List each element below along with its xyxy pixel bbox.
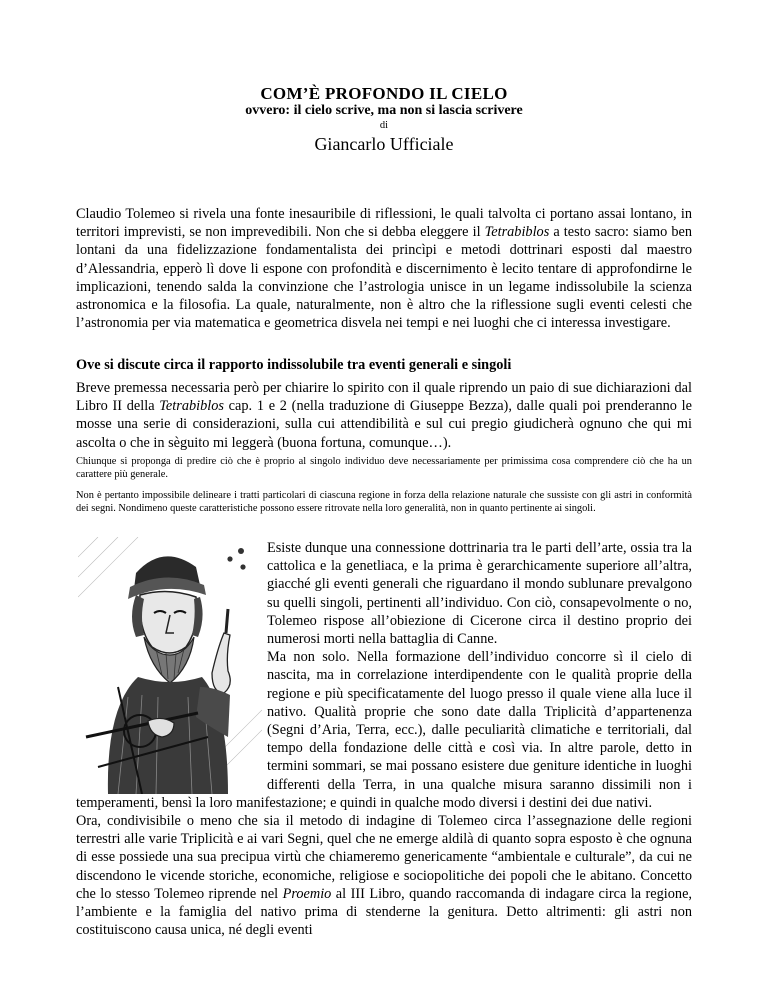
author-name: Giancarlo Ufficiale — [314, 134, 454, 154]
intro-text-2: a testo sacro: siamo ben lontani da una fidelizzazione fondamentalista dei princìpi e metodi dottrinari esposti dal maestro d’Alessandria, epperò lì dove li espone con profondità e discernimento è lecito tentare di approfondirne le implicazioni, tenendo salda la convinzione che l’astrologia unisce in un legame indissolubile la scienza astronomica e la filosofia. La quale, naturalmente, non è altro che la riflessione sugli eventi celesti che l’astronomia per via matematica e geometrica disvela nei tempi e nei luoghi che ci interessa investigare. — [76, 224, 692, 332]
document-subtitle: ovvero: il cielo scrive, ma non si lascia scrivere — [245, 103, 523, 118]
premise-text-2: cap. 1 e 2 (nella traduzione di Giuseppe Bezza), dalle quali poi prenderanno le mosse una serie di considerazioni, sulla cui attendibilità e sul cui pregio giudicherà ognuno che qui mi ascolta o che in sèguito mi leggerà (buona fortuna, comunque…). — [76, 398, 692, 451]
wrapped-text-block — [76, 539, 692, 939]
birth-sky-paragraph: Ma non solo. Nella formazione dell’individuo concorre sì il cielo di nascita, ma in correlazione interdipendente con le qualità proprie della regione e più specificatamente del luogo presso il quale viene alla luce il nativo. Qualità proprie che sono date dalla Triplicità d’appartenenza (Segni d’Aria, Terra, ecc.), dalle peculiarità climatiche e territoriali, dal tempo della fondazione delle città e così via. In altre parole, detto in termini sommari, se mai possano esistere due geniture identiche in luoghi differenti della Terra, in una qualche misura saranno dissimili non i temperamenti, bensì la loro manifestazione; e quindi in qualche modo diversi i destini dei due nativi. — [76, 649, 692, 811]
intro-paragraph — [76, 205, 692, 332]
method-text-2: al III Libro, quando raccomanda di indagare circa la regione, l’ambiente e la famiglia del nativo prima di stenderne la genitura. Detto altrimenti: gli astri non costituiscono causa unica, né degli eventi — [76, 885, 692, 939]
premise-text-1: Breve premessa necessaria però per chiarire lo spirito con il quale riprendo un paio di sue dichiarazioni dal Libro II della — [76, 380, 692, 415]
intro-text-1: Claudio Tolemeo si rivela una fonte inesauribile di riflessioni, le quali talvolta ci portano assai lontano, in territori imprevisti, se non imprevedibili. Non che si debba eleggere il — [76, 206, 692, 241]
proemio-title: Proemio — [282, 885, 332, 902]
quotation-1: Chiunque si proponga di predire ciò che è proprio al singolo individuo deve necessariamente per primissima cosa comprendere ciò che ha un carattere più generale. — [76, 456, 692, 480]
method-paragraph — [76, 812, 692, 939]
document-title: COM’È PROFONDO IL CIELO — [260, 84, 508, 103]
intro-book-title: Tetrabiblos — [484, 224, 550, 241]
portrait-float-space — [76, 539, 267, 793]
quotation-2: Non è pertanto impossibile delineare i tratti particolari di ciascuna regione in forza della relazione naturale che sussiste con gli astri in conformità dei segni. Nondimeno queste caratteristiche possono essere ritrovate nella loro generalità, non in quanto pertinente ai singoli. — [76, 490, 692, 514]
connection-paragraph: Esiste dunque una connessione dottrinaria tra le parti dell’arte, ossia tra la cattolica e la genetliaca, e la prima è gerarchicamente superiore all’altra, giacché gli eventi generali che riguardano il mondo sublunare prevalgono su quelli singoli, pertinenti all’individuo. Con ciò, consapevolmente o no, Tolemeo rispose all’obiezione di Cicerone circa il destino proprio dei numerosi morti nella battaglia di Canne. — [267, 540, 692, 648]
section-heading: Ove si discute circa il rapporto indissolubile tra eventi generali e singoli — [76, 357, 512, 373]
byline-di: di — [379, 120, 389, 131]
premise-paragraph — [76, 379, 692, 452]
premise-book-title: Tetrabiblos — [159, 398, 224, 415]
method-text-1: Ora, condivisibile o meno che sia il metodo di indagine di Tolemeo circa l’assegnazione delle regioni terrestri alle varie Triplicità e ai vari Segni, quel che ne emerge aldilà di quanto sopra esposto è che ognuna di esse possiede una sua precipua virtù che chiameremo genericamente “ambientale e culturale”, da cui ne discendono le vicende storiche, economiche, religiose e sociopolitiche dei popoli che le abitano. Concetto che lo stesso Tolemeo riprende nel — [76, 813, 692, 902]
